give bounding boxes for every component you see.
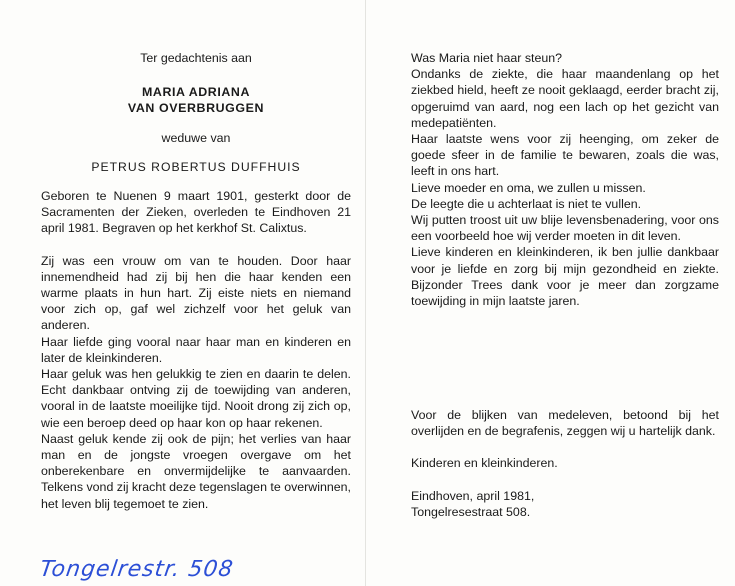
thanks-paragraph: Voor de blijken van medeleven, betoond bij het overlijden en de begrafenis, zeggen wij u hartelijk dank. — [411, 408, 719, 439]
spouse-name: PETRUS ROBERTUS DUFFHUIS — [91, 160, 301, 174]
deceased-name-line1: MARIA ADRIANA — [141, 85, 251, 99]
deceased-name-line2: VAN OVERBRUGGEN — [127, 101, 265, 115]
place-date: Eindhoven, april 1981, — [411, 488, 535, 503]
love-paragraph: Haar liefde ging vooral naar haar man en kinderen en later de kleinkinderen. — [41, 334, 351, 365]
emptiness-line: De leegte die u achterlaat is niet te vullen. — [411, 196, 642, 211]
fold-line — [365, 0, 366, 586]
left-panel — [41, 50, 351, 512]
handwritten-address-note: Tongelrestr. 508 — [38, 557, 236, 582]
pain-paragraph: Naast geluk kende zij ook de pijn; het verlies van haar man en de jongste vroegen overgave om het onberekenbare en onvermijdelijke te aanvaarden. Telkens vond zij kracht deze tegenslagen te overwinnen, het leven blij tegemoet te zien. — [41, 431, 351, 511]
birth-death-paragraph: Geboren te Nuenen 9 maart 1901, gesterkt door de Sacramenten der Zieken, overleden te Eindhoven 21 april 1981. Begraven op het kerkhof St. Calixtus. — [41, 189, 351, 236]
support-question: Was Maria niet haar steun? — [411, 51, 563, 65]
comfort-paragraph: Wij putten troost uit uw blije levensbenadering, voor ons een voorbeeld hoe wij verder moeten in dit leven. — [411, 213, 719, 244]
family-signature: Kinderen en kleinkinderen. — [411, 455, 558, 470]
right-panel — [411, 50, 719, 520]
widow-of-label: weduwe van — [161, 131, 231, 145]
address: Tongelresestraat 508. — [411, 505, 531, 520]
farewell-paragraph: Lieve kinderen en kleinkinderen, ik ben jullie dankbaar voor je liefde en zorg bij mijn gezondheid en ziekte. Bijzonder Trees dank voor je meer dan zorgzame toewijding in mijn laatste jaren. — [411, 245, 719, 309]
last-wish-paragraph: Haar laatste wens voor zij heenging, om zeker de goede sfeer in de familie te bewaren, zoals die was, leeft in ons hart. — [411, 132, 719, 179]
happiness-paragraph: Haar geluk was hen gelukkig te zien en daarin te delen. Echt dankbaar ontving zij de toewijding van anderen, vooral in de laatste moeilijke tijd. Nooit drong zij zich op, wie een beroep deed op haar kon op haar rekenen. — [41, 367, 351, 430]
miss-you-line: Lieve moeder en oma, we zullen u missen. — [411, 180, 646, 195]
memorial-header: Ter gedachtenis aan — [140, 51, 252, 65]
character-paragraph: Zij was een vrouw om van te houden. Door haar innemendheid had zij bij hen die haar kenden een warme plaats in hun hart. Zij eiste niets en niemand voor zich op, gaf wel zichzelf voor het geluk van anderen. — [41, 253, 351, 333]
illness-paragraph: Ondanks de ziekte, die haar maandenlang op het ziekbed hield, heeft ze nooit geklaagd, eerder bracht zij, opgeruimd van aard, nog een lach op het gezicht van medepatiënten. — [411, 67, 719, 130]
